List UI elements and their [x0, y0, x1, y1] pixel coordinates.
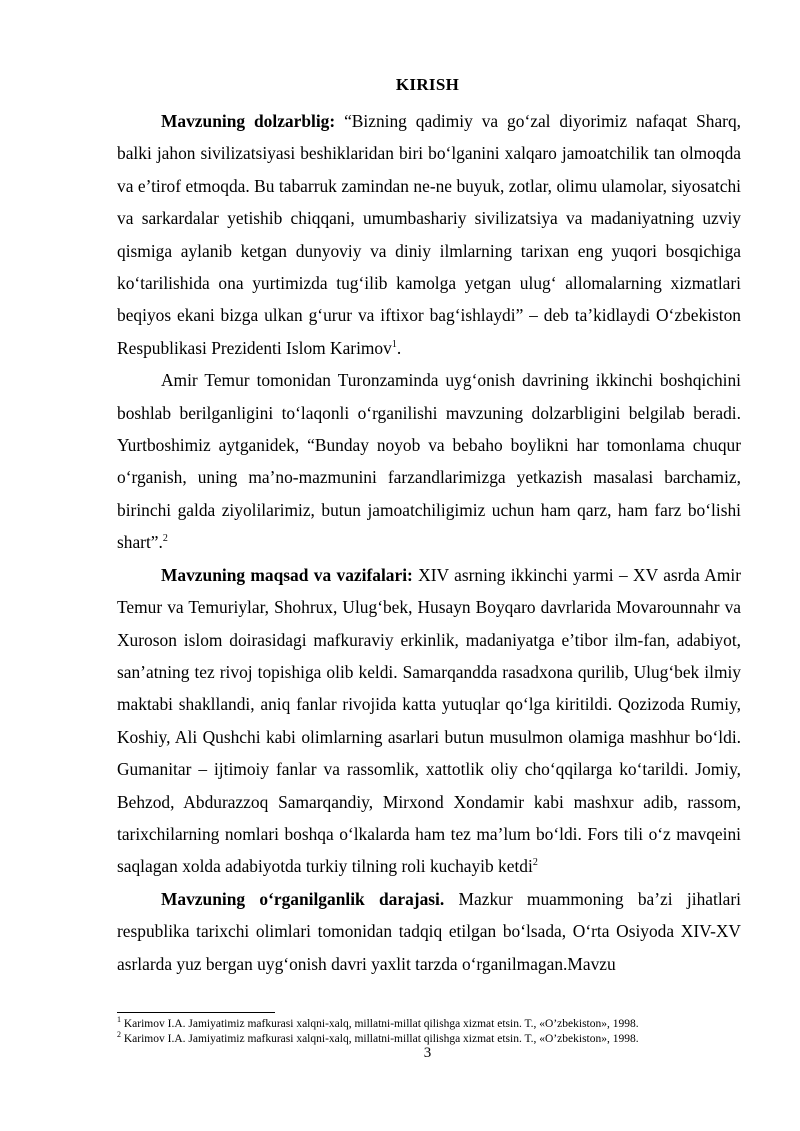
page-title: KIRISH — [395, 75, 460, 94]
paragraph-text: “Bizning qadimiy va go‘zal diyorimiz nafaqat Sharq, balki jahon sivilizatsiyasi beshiklaridan biri bo‘lganini xalqaro jamoatchilik tan olmoqda va e’tirof etmoqda. Bu tabarruk zamindan ne-ne buyuk, zotlar, olimu ulamolar, siyosatchi va sarkardalar yetishib chiqqani, umumbashariy sivilizatsiya va madaniyatning uzviy qismiga aylanib ketgan dunyoviy va diniy ilmlarning tarixan eng yuqori bosqichiga ko‘tarilishida ona yurtimizda tug‘ilib kamolga yetgan ulug‘ allomalarning xizmatlari beqiyos ekani bizga ulkan g‘urur va iftixor bag‘ishlaydi” – deb ta’kidlaydi O‘zbekiston Respublikasi Prezidenti Islom Karimov — [117, 111, 741, 358]
paragraph-relevance — [117, 105, 741, 364]
footnote-separator — [117, 1012, 275, 1013]
paragraph-text: Amir Temur tomonidan Turonzaminda uyg‘onish davrining ikkinchi boshqichini boshlab berilganligini to‘laqonli o‘rganilishi mavzuning dolzarbligini belgilab beradi. Yurtboshimiz aytganidek, “Bunday noyob va bebaho boylikni har tomonlama chuqur o‘rganish, uning ma’no-mazmunini farzandlarimizga yetkazish masalasi barchamiz, birinchi galda ziyolilarimiz, butun jamoatchiligimiz uchun ham qarz, ham farz bo‘lishi shart”. — [117, 370, 741, 553]
footnote-text: Karimov I.A. Jamiyatimiz mafkurasi xalqni-xalq, millatni-millat qilishga xizmat etsin. T., «O’zbekiston», 1998. — [121, 1032, 639, 1045]
document-body — [117, 105, 741, 980]
paragraph-study-level — [117, 883, 741, 980]
paragraph-significance — [117, 364, 741, 558]
footnote-reference: 2 — [162, 533, 168, 545]
paragraph-heading: Mavzuning maqsad va vazifalari: — [161, 564, 413, 585]
paragraph-text: XIV asrning ikkinchi yarmi – XV asrda Amir Temur va Temuriylar, Shohrux, Ulug‘bek, Husayn Boyqaro davrlarida Movarounnahr va Xuroson islom doirasidagi mafkuraviy erkinlik, madaniyatga e’tibor ilm-fan, adabiyot, san’atning tez rivoj topishiga olib keldi. Samarqandda rasadxona qurilib, Ulug‘bek ilmiy maktabi shakllandi, aniq fanlar rivojida katta yutuqlar qo‘lga kiritildi. Qozizoda Rumiy, Koshiy, Ali Qushchi kabi olimlarning asarlari butun musulmon olamiga mashhur bo‘ldi. Gumanitar – ijtimoiy fanlar va rassomlik, xattotlik oliy cho‘qqilarga ko‘tarildi. Jomiy, Behzod, Abdurazzoq Samarqandiy, Mirxond Xondamir kabi mashxur adib, rassom, tarixchilarning nomlari boshqa o‘lkalarda ham tez ma’lum bo‘ldi. Fors tili o‘z mavqeini saqlagan xolda adabiyotda turkiy tilning roli kuchayib ketdi — [117, 564, 741, 877]
footnotes — [117, 1017, 757, 1046]
footnote-reference: 1 — [391, 339, 397, 351]
paragraph-heading: Mavzuning dolzarblig: — [161, 111, 336, 131]
footnote-text: Karimov I.A. Jamiyatimiz mafkurasi xalqni-xalq, millatni-millat qilishga xizmat etsin. T., «O’zbekiston», 1998. — [121, 1018, 639, 1030]
paragraph-goals — [117, 559, 741, 883]
paragraph-text: Mazkur muammoning ba’zi jihatlari respublika tarixchi olimlari tomonidan tadqiq etilgan bo‘lsada, O‘rta Osiyoda XIV-XV asrlarda yuz bergan uyg‘onish davri yaxlit tarzda o‘rganilmagan.Mavzu — [117, 888, 741, 974]
page-number: 3 — [423, 1045, 432, 1061]
footnote-mark: 1 — [117, 1015, 121, 1025]
footnote-item — [117, 1029, 757, 1047]
footnote-reference: 2 — [532, 857, 538, 869]
paragraph-tail: . — [396, 337, 402, 358]
footnote-mark: 2 — [117, 1029, 121, 1039]
footnote-item — [117, 1017, 757, 1032]
paragraph-heading: Mavzuning o‘rganilganlik darajasi. — [161, 888, 445, 909]
